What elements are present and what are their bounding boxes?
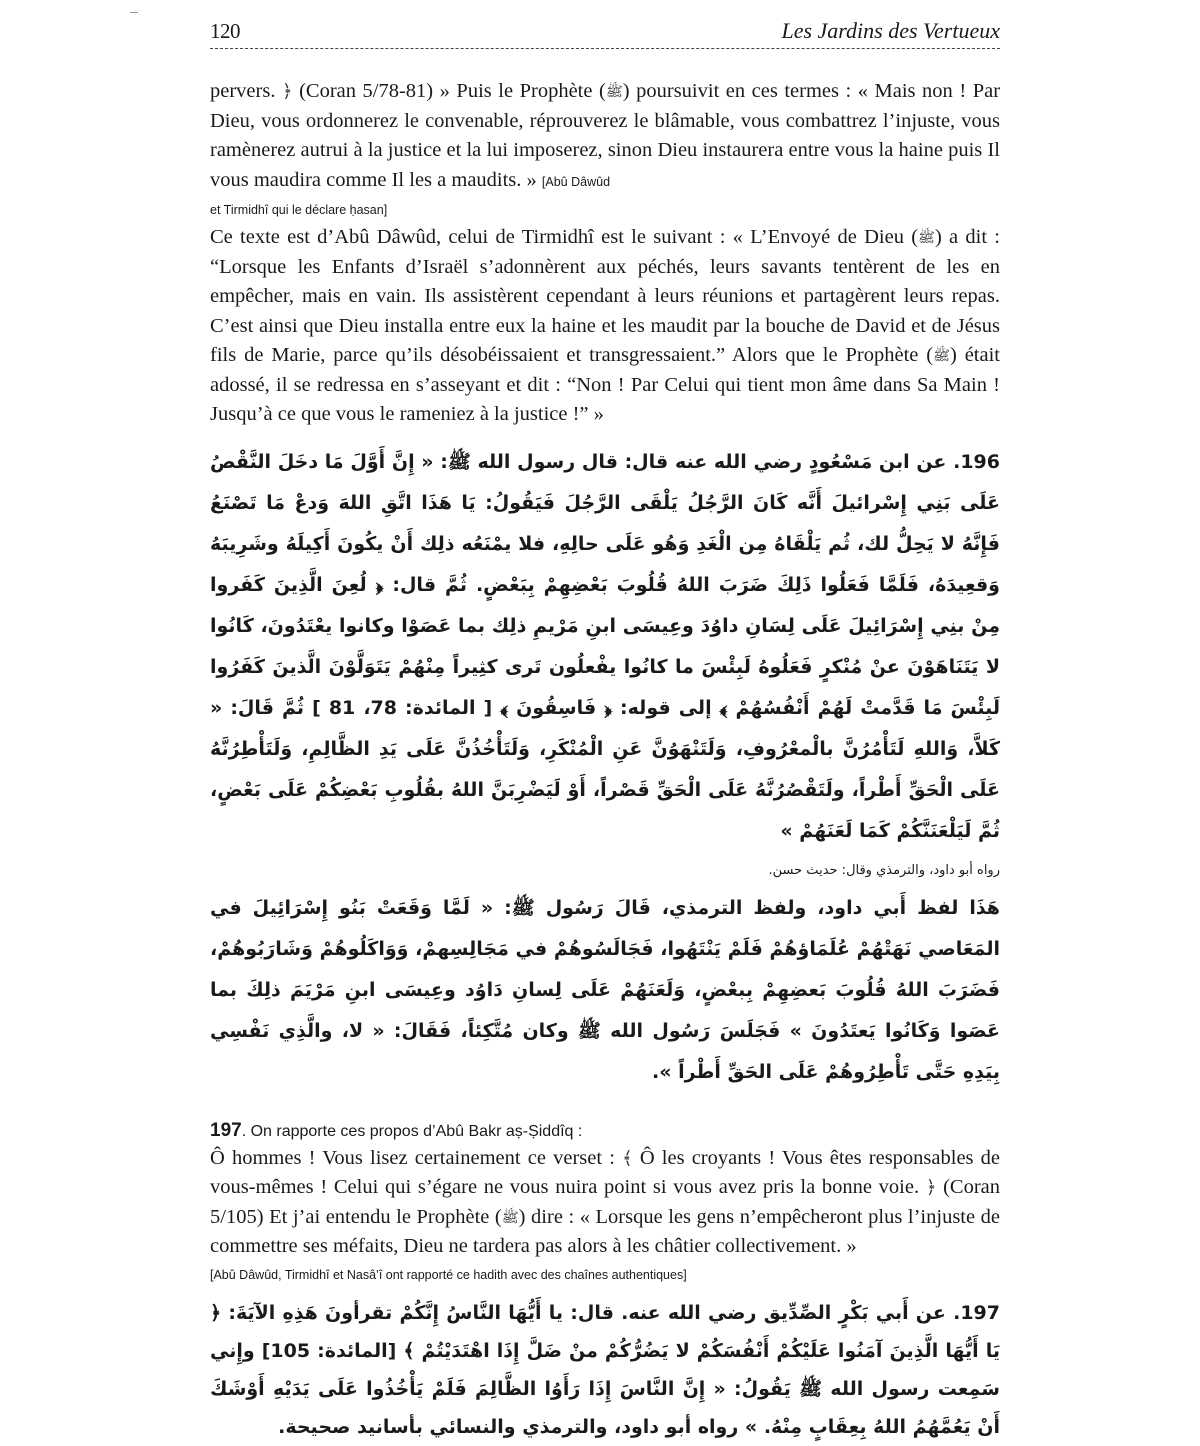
- text-fragment: Ô les croyants ! Vous êtes responsables de vous-mêmes ! Celui qui s’égare ne vous nuira point si vous avez pris la bonne voie.: [210, 1146, 1001, 1198]
- salla-ligature-icon: ﷺ: [605, 85, 623, 100]
- citation-reference-continued: et Tirmidhî qui le déclare ḥasan]: [210, 203, 388, 217]
- text-fragment: Ce texte est d’Abû Dâwûd, celui de Tirmidhî est le suivant : « L’Envoyé de Dieu (: [210, 226, 919, 248]
- paragraph-196-continuation: [210, 77, 1000, 197]
- salla-ligature-icon: ﷺ: [501, 1210, 519, 1226]
- arabic-hadith-197: 197. عن أَبي بَكْرٍ الصِّدِّيق رضي الله عنه. قال: يا أَيُّهَا النَّاسُ إِنَّكُمْ تقرأونَ هَذِهِ الآيَةَ: ﴿ يَا أَيُّهَا الَّذِينَ آمَنُوا عَلَيْكُمْ أَنْفُسَكُمْ لا يَضُرُّكُمْ منْ ضَلَّ إِذَا اهْتَدَيْتُمْ ﴾ [المائدة: 105] وإِني سَمِعت رسول الله ﷺ يَقُولُ: « إِنَّ النَّاسَ إِذَا رَأَوُا الظَّالِمَ فَلَمْ يَأْخُذُوا عَلَى يَدَيْهِ أَوْشَكَ أَنْ يَعُمَّهُمُ اللهُ بِعِقَابٍ مِنْهُ. » رواه أبو داود، والترمذي والنسائي بأسانيد صحيحة.: [210, 1301, 1000, 1438]
- hadith-number: 197: [210, 1119, 242, 1141]
- citation-reference-197: [Abû Dâwûd, Tirmidhî et Nasâ’î ont rapporté ce hadith avec des chaînes authentiques]: [210, 1267, 687, 1282]
- salla-ligature-icon: ﷺ: [918, 231, 935, 246]
- text-fragment: Ô hommes ! Vous lisez certainement ce verset :: [210, 1146, 615, 1169]
- hadith-197-heading: [210, 1119, 1000, 1144]
- arabic-hadith-196: 196. عن ابن مَسْعُودٍ رضي الله عنه قال: قال رسول الله ﷺ: « إِنَّ أَوَّلَ مَا دخَلَ النَّقْصُ عَلَى بَنِي إِسْرائيلَ أَنَّه كَانَ الرَّجُلُ يَلْقَى الرَّجُلَ فَيَقُولُ: يَا هَذَا اتَّقِ اللهَ وَدعْ مَا تَصْنَعُ فَإِنَّهُ لا يَحِلُّ لك، ثُم يَلْقَاهُ مِن الْغَدِ وَهُو عَلَى حالِهِ، فلا يمْنَعُه ذلِك أَنْ يكُونَ أَكِيلَهُ وشَرِيبَهُ وَقعِيدَهُ، فَلَمَّا فَعَلُوا ذَلِكَ ضَرَبَ اللهُ قُلُوبَ بَعْضِهِمْ بِبَعْضٍ. ثُمَّ قال: ﴿ لُعِنَ الَّذِينَ كَفَروا مِنْ بنِي إِسْرَائِيلَ عَلَى لِسَانِ داوُدَ وعِيسَى ابنِ مَرْيمِ ذلِك بما عَصَوْا وكانوا يعْتَدُونَ، كَانُوا لا يَتَنَاهَوْنَ عنْ مُنْكرٍ فَعَلُوهُ لَبِئْسَ ما كانُوا يفْعلُون تَرى كثِيراً مِنْهُمْ يَتَوَلَّوْنَ الَّذينَ كَفَرُوا لَبِئْسَ مَا قَدَّمتْ لَهُمْ أَنْفُسُهُمْ ﴾ إلى قوله: ﴿ فَاسِقُونَ ﴾ [ المائدة: 78، 81 ] ثُمَّ قَالَ: « كَلاَّ، وَاللهِ لَتَأْمُرُنَّ بالْمعْرُوفِ، وَلَتَنْهَوُنَّ عَنِ الْمُنْكَرِ، وَلَتَأْخُذُنَّ عَلَى يَدِ الظَّالِمِ، وَلَتَأْطِرُنَّهُ عَلَى الْحَقِّ أَطْراً، ولَتَقْصُرُنَّهُ عَلَى الْحَقِّ قَصْراً، أَوْ لَيَضْرِبَنَّ اللهُ بقُلُوبِ بَعْضِكُمْ عَلَى بَعْضٍ، ثُمَّ لَيَلْعَنَنَّكُمْ كَمَا لَعَنَهُمْ »: [210, 450, 1001, 842]
- quran-close-ornament-icon: ﴿: [925, 1177, 937, 1197]
- text-fragment: pervers.: [210, 80, 276, 102]
- page-header: [210, 0, 1000, 44]
- text-fragment: ) était adossé, il se redressa en s’asseyant et dit : “Non ! Par Celui qui tient mon âme dans Sa Main ! Jusqu’à ce que vous le rameniez à la justice !” »: [210, 344, 1000, 425]
- page-number: 120: [210, 19, 240, 43]
- text-fragment: (Coran 5/105) Et j’ai entendu le Prophète (: [210, 1176, 1000, 1228]
- paragraph-197: [210, 1144, 1000, 1262]
- book-page: [210, 0, 1000, 1446]
- running-title: Les Jardins des Vertueux: [781, 18, 1000, 43]
- text-fragment: ) dire : « Lorsque les gens n’empêcheront plus l’injuste de commettre ses méfaits, Dieu ne tardera pas alors à les châtier collectivement. »: [210, 1205, 1000, 1257]
- quran-close-ornament-icon: ﴿: [282, 81, 293, 101]
- hadith-intro: . On rapporte ces propos d’Abû Bakr aṣ-Ṣiddîq :: [241, 1122, 583, 1140]
- scan-artifact-mark: [130, 12, 138, 13]
- header-rule: [210, 48, 1000, 49]
- paragraph-196-tirmidhi: [210, 223, 1000, 430]
- salla-ligature-icon: ﷺ: [933, 349, 950, 364]
- text-fragment: (Coran 5/78-81) » Puis le Prophète (: [299, 80, 606, 102]
- text-fragment: ) a dit : “Lorsque les Enfants d’Israël s’adonnèrent aux péchés, leurs savants tentèrent de les en empêcher, mais en vain. Ils assistèrent cependant à leurs réunions et partagèrent leurs repas. C’est ainsi que Dieu installa entre eux la haine et les maudit par la bouche de David et de Jésus fils de Marie, parce qu’ils désobéissaient et transgressaient.” Alors que le Prophète (: [210, 226, 1001, 366]
- citation-reference: [Abû Dâwûd: [541, 174, 611, 189]
- arabic-source-note: رواه أبو داود، والترمذي وقال: حديث حسن.: [768, 862, 1000, 878]
- quran-open-ornament-icon: ﴾: [622, 1147, 633, 1168]
- arabic-tirmidhi-version: هَذَا لفظ أَبي داود، ولفظ الترمذي، قَالَ رَسُول ﷺ: « لَمَّا وَقَعَتْ بَنُو إِسْرَائِيلَ في المَعَاصي نَهَتْهُمْ عُلَمَاؤهُمْ فَلَمْ يَنْتَهُوا، فَجَالَسُوهُمْ في مَجَالِسِهمْ، وَوَاكَلُوهُمْ وَشَارَبُوهُمْ، فَضَرَبَ اللهُ قُلُوبَ بَعضِهِمْ بِبعْضٍ، وَلَعَنَهُمْ عَلَى لِسانِ دَاوُد وعِيسَى ابنِ مَرْيَمَ ذلِكَ بما عَصَوا وَكَانُوا يَعتَدُونَ » فَجَلَسَ رَسُول الله ﷺ وكان مُتَّكِئاً، فَقَالَ: « لا، والَّذِي نَفْسِي بِيَدِهِ حَتَّى تَأْطِرُوهُمْ عَلَى الحَقِّ أَطْراً ».: [210, 896, 1000, 1083]
- text-fragment: ) poursuivit en ces termes : « Mais non ! Par Dieu, vous ordonnerez le convenable, réprouverez le blâmable, vous combattrez l’injuste, vous ramènerez autrui à la justice et la lui imposerez, sinon Dieu instaurera entre vous la haine puis Il vous maudira comme Il les a maudits. »: [210, 80, 1001, 191]
